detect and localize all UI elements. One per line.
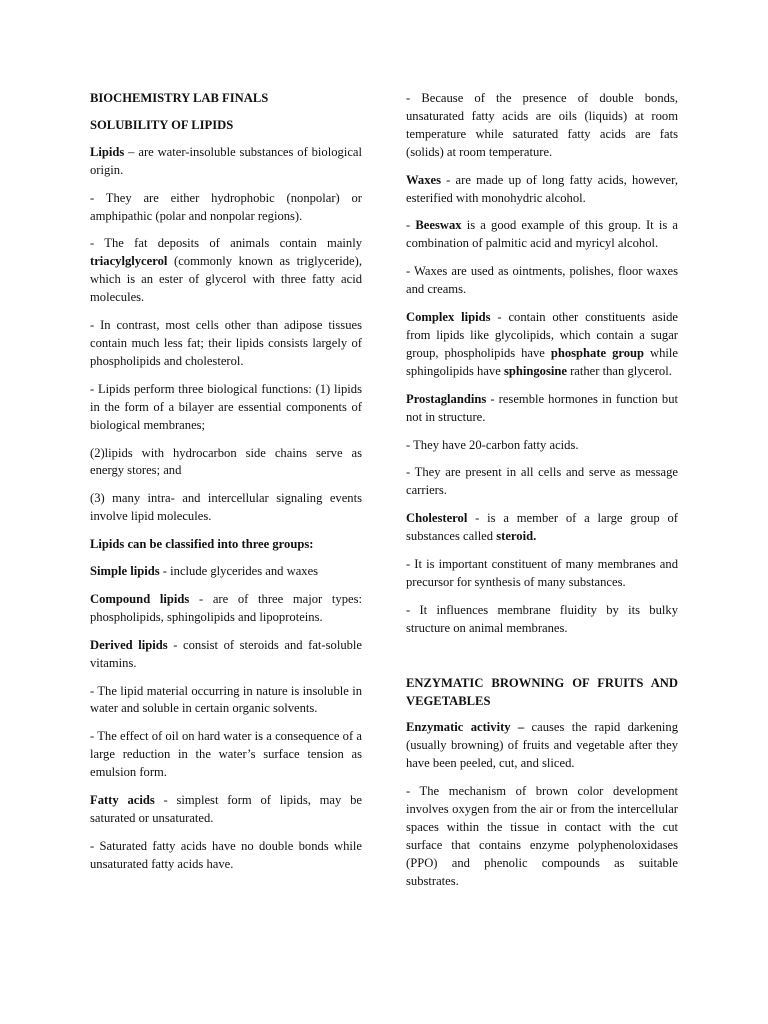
- term-derived-lipids: Derived lipids: [90, 637, 168, 652]
- section-heading-enzymatic-browning: ENZYMATIC BROWNING OF FRUITS AND VEGETABLES: [406, 675, 678, 708]
- paragraph-simple-lipids: Simple lipids - include glycerides and waxes: [90, 564, 319, 579]
- paragraph-function-2: (2)lipids with hydrocarbon side chains serve as energy stores; and: [90, 445, 362, 478]
- paragraph-constituent: - It is important constituent of many membranes and precursor for synthesis of many substances.: [406, 557, 678, 589]
- paragraph-saturated: - Saturated fatty acids have no double bonds while unsaturated fatty acids have.: [90, 838, 362, 871]
- paragraph-derived-lipids: Derived lipids - consist of steroids and fat-soluble vitamins.: [90, 637, 363, 670]
- paragraph-contrast: - In contrast, most cells other than adipose tissues contain much less fat; their lipids consists largely of phospholipids and cholesterol.: [90, 318, 362, 368]
- paragraph-fatty-acids: Fatty acids - simplest form of lipids, may be saturated or unsaturated.: [90, 793, 362, 825]
- paragraph-beeswax: - Beeswax is a good example of this group. It is a combination of palmitic acid and myricyl alcohol.: [406, 218, 679, 251]
- term-fatty-acids: Fatty acids: [90, 793, 155, 808]
- paragraph-double-bonds: - Because of the presence of double bonds, unsaturated fatty acids are oils (liquids) at room temperature while saturated fatty acids are fats (solids) at room temperature.: [406, 91, 678, 159]
- term-simple-lipids: Simple lipids: [90, 564, 160, 579]
- term-waxes: Waxes: [406, 172, 441, 187]
- paragraph-fat-deposits: - The fat deposits of animals contain mainly triacylglycerol (commonly known as triglyceride), which is an ester of glycerol with three fatty acid molecules.: [90, 236, 362, 305]
- paragraph-20-carbon: - They have 20-carbon fatty acids.: [406, 437, 579, 452]
- paragraph-functions: - Lipids perform three biological functions: (1) lipids in the form of a bilayer are essential components of biological membranes;: [90, 381, 362, 432]
- term-lipids: Lipids: [90, 144, 125, 159]
- paragraph-hydrophobic: - They are either hydrophobic (nonpolar) or amphipathic (polar and nonpolar regions).: [90, 190, 362, 223]
- right-column: [406, 90, 678, 901]
- paragraph-prostaglandins: Prostaglandins - resemble hormones in function but not in structure.: [406, 391, 678, 424]
- term-cholesterol: Cholesterol: [406, 511, 468, 526]
- term-prostaglandins: Prostaglandins: [406, 391, 487, 406]
- paragraph-cholesterol: Cholesterol - is a member of a large group of substances called steroid.: [406, 511, 678, 544]
- paragraph-complex-lipids: Complex lipids - contain other constituents aside from lipids like glycolipids, which contain a sugar group, phospholipids have phosphate group while sphingolipids have sphingosine rather than glycerol.: [406, 310, 679, 378]
- term-triacylglycerol: triacylglycerol: [90, 254, 168, 269]
- term-compound-lipids: Compound lipids: [90, 591, 190, 606]
- term-enzymatic-activity: Enzymatic activity –: [406, 720, 525, 735]
- heading-classified: Lipids can be classified into three groups:: [90, 537, 314, 552]
- term-steroid: steroid.: [496, 529, 537, 544]
- paragraph-mechanism: - The mechanism of brown color development involves oxygen from the air or from the intercellular spaces within the tissue in contact with the cut surface that contains enzyme polyphenoloxidases (PPO) and phenolic compounds as suitable substrates.: [406, 784, 678, 888]
- paragraph-membrane-fluidity: - It influences membrane fluidity by its bulky structure on animal membranes.: [406, 602, 678, 635]
- paragraph-compound-lipids: Compound lipids - are of three major types: phospholipids, sphingolipids and lipoproteins.: [90, 591, 363, 624]
- paragraph-enzymatic-activity: Enzymatic activity – causes the rapid darkening (usually browning) of fruits and vegetable after they have been peeled, cut, and sliced.: [406, 720, 678, 771]
- term-complex-lipids: Complex lipids: [406, 310, 491, 325]
- term-sphingosine: sphingosine: [503, 363, 567, 378]
- paragraph-oil-hard-water: - The effect of oil on hard water is a consequence of a large reduction in the water’s surface tension as emulsion form.: [90, 729, 362, 780]
- paragraph-waxes: Waxes - are made up of long fatty acids, however, esterified with monohydric alcohol.: [406, 172, 678, 205]
- paragraph-function-3: (3) many intra- and intercellular signaling events involve lipid molecules.: [90, 491, 362, 524]
- left-column: [90, 90, 362, 884]
- term-beeswax: Beeswax: [415, 218, 462, 233]
- paragraph-message-carriers: - They are present in all cells and serve as message carriers.: [406, 465, 678, 498]
- document-title: BIOCHEMISTRY LAB FINALS: [90, 91, 269, 105]
- section-heading-solubility: SOLUBILITY OF LIPIDS: [90, 117, 234, 132]
- term-phosphate-group: phosphate group: [550, 345, 645, 360]
- paragraph-lipid-material: - The lipid material occurring in nature is insoluble in water and soluble in certain organic solvents.: [90, 683, 362, 716]
- section-spacer: [406, 648, 678, 675]
- paragraph-waxes-used: - Waxes are used as ointments, polishes, floor waxes and creams.: [406, 264, 678, 297]
- paragraph-lipids-definition: Lipids – are water-insoluble substances of biological origin.: [90, 144, 362, 177]
